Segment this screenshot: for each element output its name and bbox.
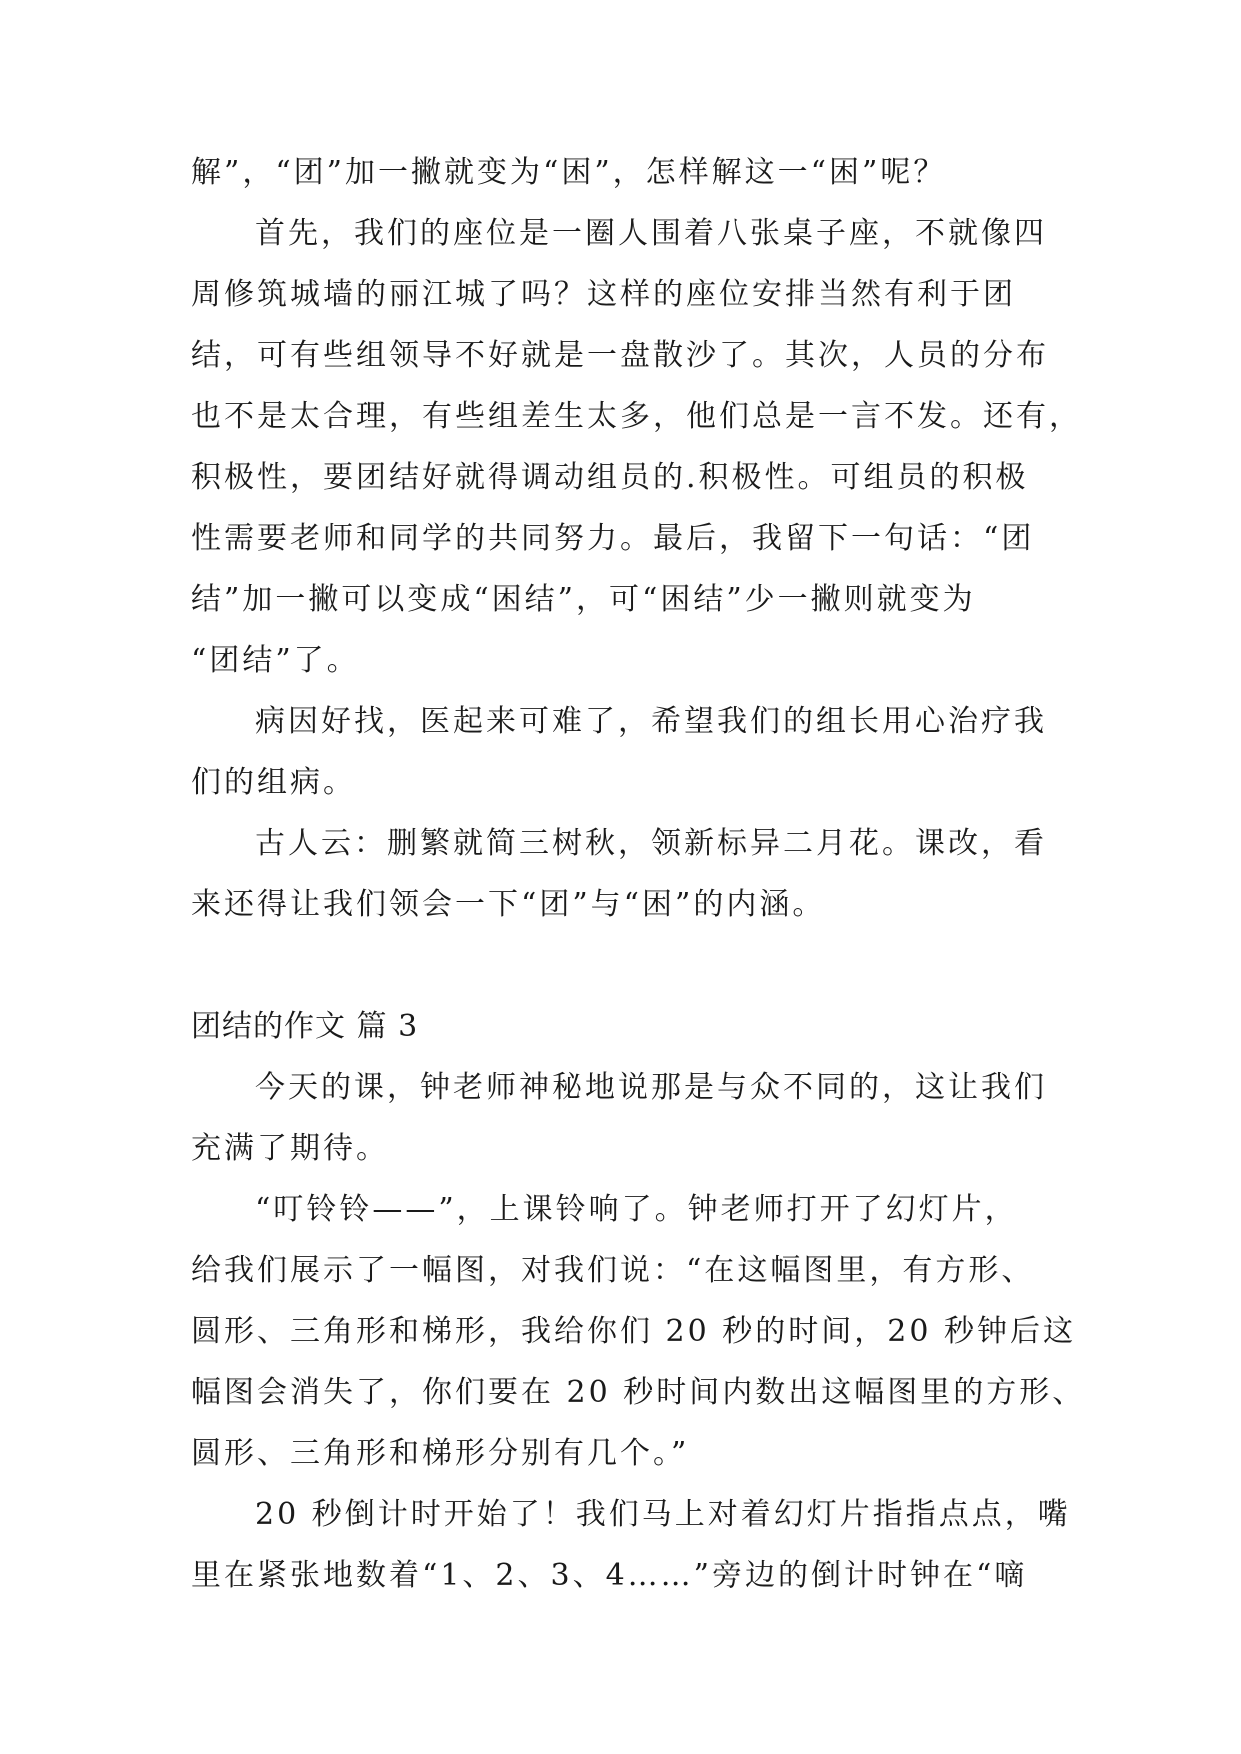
paragraph-start-line: 古人云：删繁就简三树秋，领新标异二月花。课改，看	[255, 826, 1047, 861]
text-line: 圆形、三角形和梯形分别有几个。”	[191, 1436, 690, 1471]
text-line: 结”加一撇可以变成“困结”，可“困结”少一撇则就变为	[191, 582, 976, 617]
document-body	[191, 142, 1086, 1606]
text-line: 圆形、三角形和梯形，我给你们 20 秒的时间，20 秒钟后这	[191, 1314, 1076, 1349]
text-line: 周修筑城墙的丽江城了吗？这样的座位安排当然有利于团	[191, 277, 1016, 312]
text-line: “团结”了。	[191, 643, 360, 678]
text-line: 幅图会消失了，你们要在 20 秒时间内数出这幅图里的方形、	[191, 1375, 1086, 1410]
text-line: 来还得让我们领会一下“团”与“困”的内涵。	[191, 887, 826, 922]
text-line: 解”，“团”加一撇就变为“困”，怎样解这一“困”呢？	[191, 155, 947, 190]
paragraph-start-line: 病因好找，医起来可难了，希望我们的组长用心治疗我	[255, 704, 1047, 739]
paragraph-start-line: 20 秒倒计时开始了！我们马上对着幻灯片指指点点，嘴	[255, 1497, 1071, 1532]
text-line: 充满了期待。	[191, 1131, 389, 1166]
section-gap	[191, 935, 1051, 996]
text-line: 给我们展示了一幅图，对我们说：“在这幅图里，有方形、	[191, 1253, 1035, 1288]
text-line: 积极性，要团结好就得调动组员的.积极性。可组员的积极	[191, 460, 1029, 495]
text-line: 性需要老师和同学的共同努力。最后，我留下一句话：“团	[191, 521, 1035, 556]
section-heading: 团结的作文 篇 3	[191, 1009, 419, 1044]
paragraph-start-line: 今天的课，钟老师神秘地说那是与众不同的，这让我们	[255, 1070, 1047, 1105]
text-line: 里在紧张地数着“1、2、3、4……”旁边的倒计时钟在“嘀	[191, 1558, 1028, 1593]
paragraph-start-line: 首先，我们的座位是一圈人围着八张桌子座，不就像四	[255, 216, 1047, 251]
text-line: 结，可有些组领导不好就是一盘散沙了。其次，人员的分布	[191, 338, 1049, 373]
text-line: 也不是太合理，有些组差生太多，他们总是一言不发。还有，	[191, 399, 1082, 434]
paragraph-start-line: “叮铃铃——”，上课铃响了。钟老师打开了幻灯片，	[255, 1192, 1018, 1227]
text-line: 们的组病。	[191, 765, 356, 800]
